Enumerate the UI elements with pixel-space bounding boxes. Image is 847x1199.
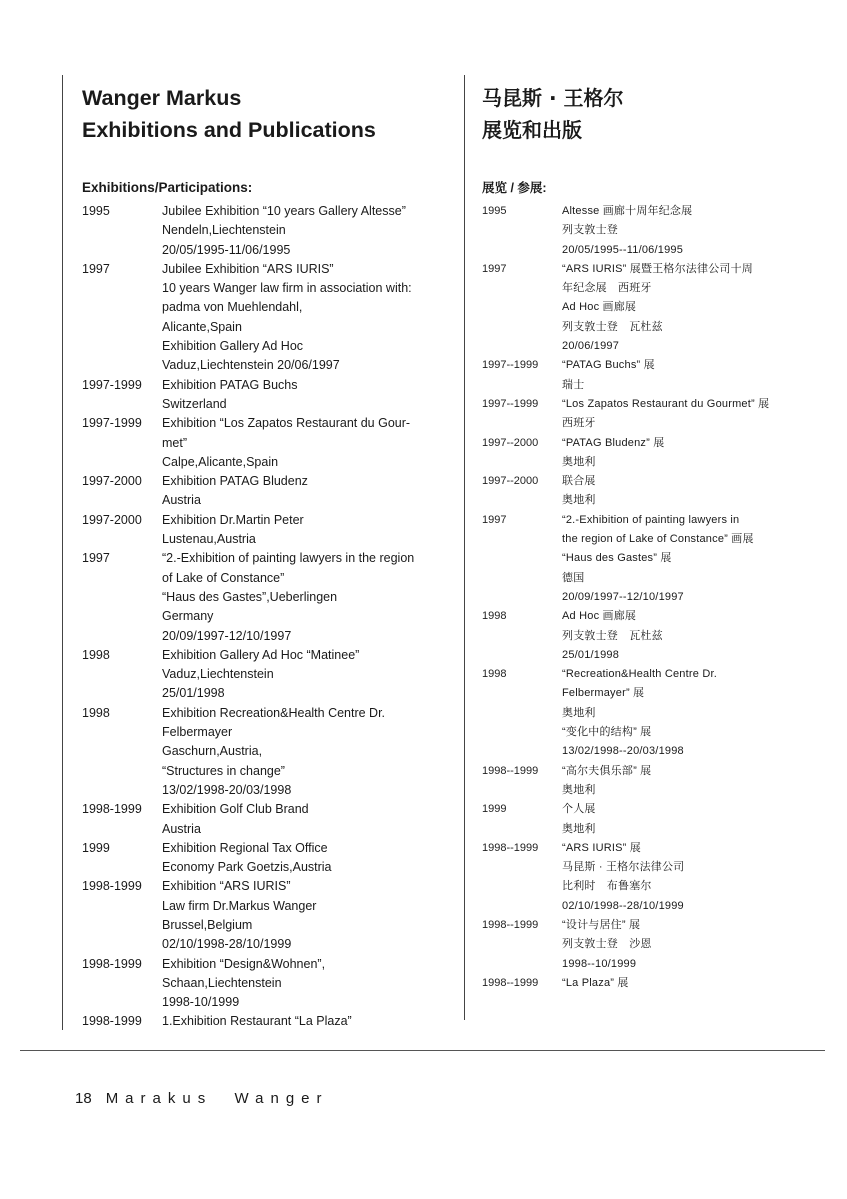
entry-line: Ad Hoc 画廊展 [562,301,637,314]
entry-year: 1997--2000 [482,475,539,488]
entry-description [162,376,442,415]
entry-line: Felbermayer [162,725,233,740]
entry-description [562,916,802,974]
entry-line: 20/09/1997--12/10/1997 [562,590,684,603]
entry-description [562,202,802,260]
entry-line: met” [162,435,187,450]
entry-line: Exhibition PATAG Bludenz [162,474,308,489]
entry-year: 1998--1999 [482,841,539,854]
entry-line: 瑞士 [562,378,585,391]
entry-line: “Haus des Gastes” 展 [562,552,672,565]
exhibition-entry [482,916,802,974]
exhibition-entry [82,202,442,260]
entry-line: 1998-10/1999 [162,995,240,1010]
entry-year: 1998 [482,668,507,681]
entry-line: Exhibition Gallery Ad Hoc “Matinee” [162,647,360,662]
entry-line: 20/05/1995-11/06/1995 [162,242,291,257]
entry-description [162,955,442,1013]
entry-line: Vaduz,Liechtenstein 20/06/1997 [162,358,340,373]
footer-rule [20,1050,825,1051]
entry-year: 1999 [482,803,507,816]
exhibition-entry [82,704,442,800]
entry-line: “Haus des Gastes”,Ueberlingen [162,589,338,604]
entry-description [162,1012,442,1031]
entry-line: “PATAG Bludenz” 展 [562,436,665,449]
entry-year: 1997--1999 [482,359,539,372]
entry-line: 02/10/1998-28/10/1999 [162,937,292,952]
entry-year: 1998--1999 [482,976,539,989]
entry-line: Schaan,Liechtenstein [162,975,282,990]
entry-year: 1997-2000 [82,512,142,527]
entry-line: “La Plaza” 展 [562,976,629,989]
entry-description [162,202,442,260]
entry-line: 13/02/1998-20/03/1998 [162,782,292,797]
entry-description [562,356,802,395]
exhibition-entry [482,434,802,473]
entry-description [562,511,802,607]
entry-line: “设计与居住” 展 [562,918,641,931]
entry-line: Nendeln,Liechtenstein [162,223,286,238]
entry-line: Exhibition “Los Zapatos Restaurant du Gour- [162,416,411,431]
exhibition-entry [82,260,442,376]
entry-year: 1997--1999 [482,397,539,410]
entry-year: 1998 [482,610,507,623]
entry-line: Exhibition PATAG Buchs [162,377,298,392]
exhibition-entry [82,511,442,550]
entry-line: Ad Hoc 画廊展 [562,610,637,623]
english-column [82,82,442,1032]
footer-author: Marakus Wanger [105,1090,329,1107]
entry-line: Austria [162,493,201,508]
entry-line: of Lake of Constance” [162,570,285,585]
entry-line: Law firm Dr.Markus Wanger [162,898,317,913]
entry-year: 1998-1999 [82,802,142,817]
entry-line: “变化中的结构” 展 [562,726,652,739]
entry-line: Switzerland [162,396,227,411]
entry-year: 1998-1999 [82,1014,142,1029]
entry-year: 1995 [482,205,507,217]
entry-line: 列支敦士登 沙恩 [562,938,652,951]
entry-line: Germany [162,609,214,624]
entry-line: 奥地利 [562,783,596,796]
entry-year: 1997-1999 [82,416,142,431]
exhibition-entry [82,646,442,704]
entry-year: 1998 [82,705,110,720]
entry-line: 奥地利 [562,706,596,719]
exhibition-entry [82,955,442,1013]
entry-line: “PATAG Buchs” 展 [562,359,655,372]
entry-line: Calpe,Alicante,Spain [162,454,279,469]
entry-description [562,974,802,993]
entry-line: 1998--10/1999 [562,957,637,970]
entry-line: Exhibition Golf Club Brand [162,802,309,817]
english-title [82,82,442,146]
exhibition-entry [482,202,802,260]
entry-year: 1998--1999 [482,918,539,931]
entry-line: 25/01/1998 [562,648,620,661]
entry-line: 列支敦士登 瓦杜兹 [562,629,663,642]
entry-line: Exhibition “ARS IURIS” [162,879,291,894]
entry-line: 列支敦士登 瓦杜兹 [562,320,663,333]
entry-year: 1998 [82,647,110,662]
entry-description [162,260,442,376]
entry-description [562,607,802,665]
chinese-section-heading: 展览 / 参展: [482,181,547,195]
entry-line: Economy Park Goetzis,Austria [162,860,332,875]
entry-line: 奥地利 [562,455,596,468]
entry-line: “2.-Exhibition of painting lawyers in [562,513,740,526]
entry-line: Exhibition Gallery Ad Hoc [162,339,304,354]
chinese-title-line2: 展览和出版 [482,118,582,142]
chinese-title-line1: 马昆斯 · 王格尔 [482,86,624,110]
entry-line: 比利时 布鲁塞尔 [562,880,652,893]
exhibition-entry [482,800,802,839]
exhibition-entry [482,839,802,916]
entry-line: 02/10/1998--28/10/1999 [562,899,684,912]
entry-description [162,414,442,472]
entry-line: “Los Zapatos Restaurant du Gourmet” 展 [562,397,770,410]
entry-line: padma von Muehlendahl, [162,300,303,315]
entry-description [162,472,442,511]
english-title-line2: Exhibitions and Publications [82,118,376,142]
entry-description [562,434,802,473]
entry-description [162,646,442,704]
entry-description [562,800,802,839]
entry-line: Austria [162,821,201,836]
page-footer [75,1090,329,1107]
entry-line: “2.-Exhibition of painting lawyers in the region [162,551,415,566]
entry-line: 1.Exhibition Restaurant “La Plaza” [162,1014,352,1029]
entry-line: the region of Lake of Constance” 画展 [562,533,754,546]
entry-description [562,395,802,434]
exhibition-entry [482,762,802,801]
entry-line: 西班牙 [562,417,596,430]
entry-year: 1997--2000 [482,436,539,449]
entry-year: 1998--1999 [482,764,539,777]
entry-year: 1999 [82,840,110,855]
entry-year: 1997 [82,551,110,566]
exhibition-entry [482,260,802,356]
entry-line: 奥地利 [562,822,596,835]
entry-line: Gaschurn,Austria, [162,744,263,759]
exhibition-entry [82,472,442,511]
entry-line: 13/02/1998--20/03/1998 [562,745,684,758]
entry-description [162,511,442,550]
entry-line: “Recreation&Health Centre Dr. [562,668,717,681]
english-section-heading: Exhibitions/Participations: [82,180,253,195]
entry-line: 奥地利 [562,494,596,507]
entry-line: 年纪念展 西班牙 [562,282,652,295]
exhibition-entry [482,974,802,993]
entry-line: Exhibition “Design&Wohnen”, [162,956,326,971]
english-title-line1: Wanger Markus [82,86,242,110]
entry-line: 列支敦士登 [562,224,618,237]
exhibition-entry [82,549,442,645]
entry-line: 20/05/1995--11/06/1995 [562,243,684,256]
entry-line: Felbermayer” 展 [562,687,645,700]
entry-year: 1997 [482,513,507,526]
entry-line: Vaduz,Liechtenstein [162,667,274,682]
exhibition-entry [482,607,802,665]
entry-description [162,877,442,954]
entry-description [162,839,442,878]
page-number: 18 [75,1090,92,1107]
entry-line: “高尔夫俱乐部” 展 [562,764,652,777]
exhibition-entry [482,665,802,761]
entry-year: 1998-1999 [82,879,142,894]
entry-description [562,260,802,356]
entry-year: 1997-1999 [82,377,142,392]
exhibition-entry [82,414,442,472]
entry-year: 1997 [82,261,110,276]
entry-line: 个人展 [562,803,596,816]
entry-line: 20/09/1997-12/10/1997 [162,628,292,643]
exhibition-entry [482,395,802,434]
entry-line: 联合展 [562,475,596,488]
entry-line: Altesse 画廊十周年纪念展 [562,205,693,217]
entry-description [562,839,802,916]
entry-year: 1997 [482,262,507,275]
entry-line: 马昆斯 · 王格尔法律公司 [562,861,685,874]
entry-description [162,800,442,839]
entry-description [562,665,802,761]
entry-line: Alicante,Spain [162,319,242,334]
entry-description [162,549,442,645]
entry-line: Lustenau,Austria [162,532,256,547]
exhibition-entry [482,472,802,511]
entry-line: Brussel,Belgium [162,917,253,932]
exhibition-entry [482,511,802,607]
chinese-title [482,82,802,146]
entry-description [162,704,442,800]
exhibition-entry [482,356,802,395]
column-divider [464,75,465,1020]
left-margin-rule [62,75,63,1030]
entry-description [562,762,802,801]
exhibition-entry [82,839,442,878]
entry-line: “ARS IURIS” 展暨王格尔法律公司十周 [562,262,753,275]
entry-line: 10 years Wanger law firm in association with: [162,281,412,296]
entry-line: Exhibition Recreation&Health Centre Dr. [162,705,386,720]
entry-line: 20/06/1997 [562,340,620,353]
entry-line: Exhibition Regional Tax Office [162,840,328,855]
chinese-column [482,82,802,993]
exhibition-entry [82,800,442,839]
exhibition-entry [82,376,442,415]
exhibition-entry [82,877,442,954]
english-entry-list [82,202,442,1032]
entry-line: 25/01/1998 [162,686,225,701]
exhibition-entry [82,1012,442,1031]
entry-year: 1995 [82,204,110,218]
entry-description [562,472,802,511]
entry-line: Exhibition Dr.Martin Peter [162,512,304,527]
entry-line: “ARS IURIS” 展 [562,841,641,854]
entry-year: 1997-2000 [82,474,142,489]
entry-line: Jubilee Exhibition “ARS IURIS” [162,261,334,276]
entry-line: Jubilee Exhibition “10 years Gallery Altesse” [162,204,406,218]
entry-year: 1998-1999 [82,956,142,971]
entry-line: “Structures in change” [162,763,285,778]
entry-line: 德国 [562,571,585,584]
chinese-entry-list [482,202,802,993]
